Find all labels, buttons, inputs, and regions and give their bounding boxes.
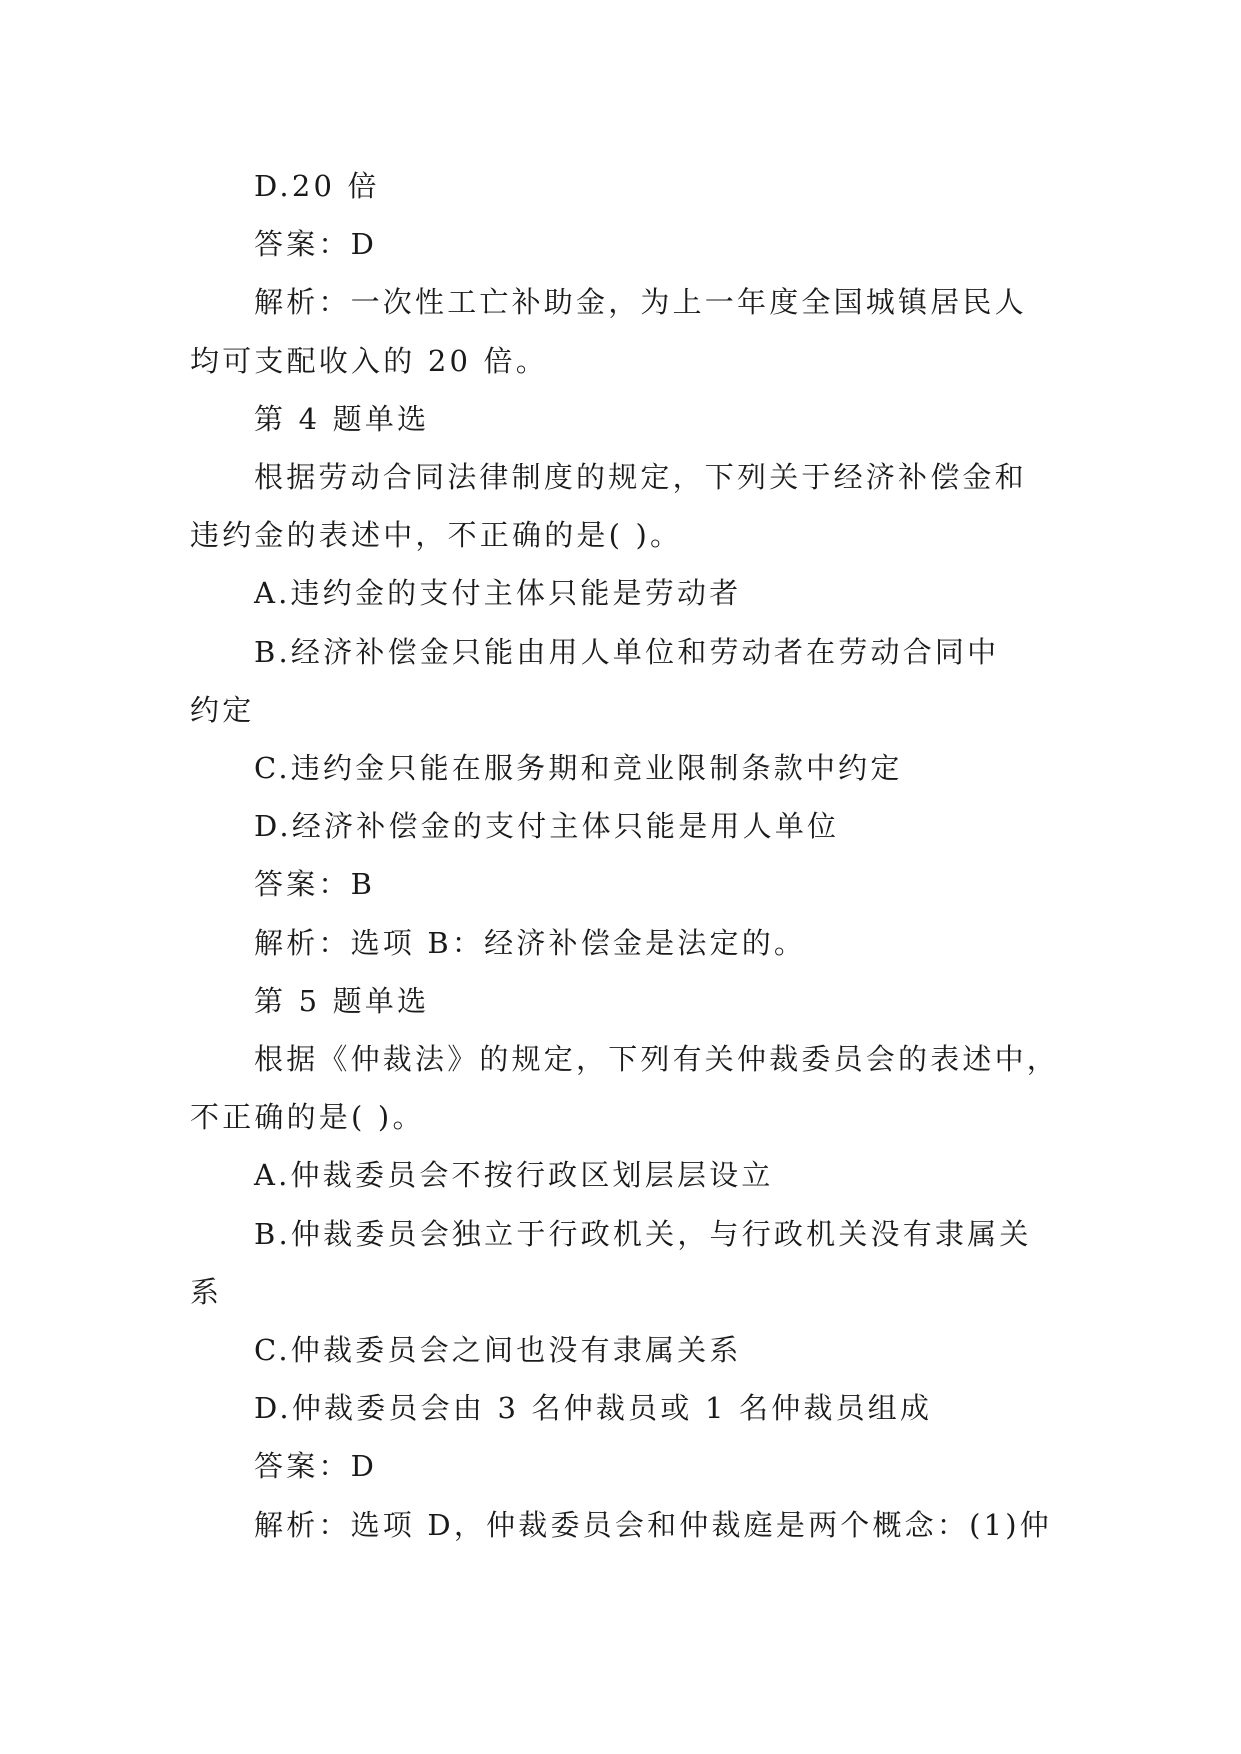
document-body	[190, 157, 1060, 1554]
question-5-option-b-continuation: 系	[190, 1274, 223, 1309]
answer-line: 答案：D	[254, 227, 378, 262]
option-d-line: D.20 倍	[254, 169, 380, 203]
question-4-stem-continuation: 违约金的表述中，不正确的是( )。	[190, 518, 683, 553]
explanation-continuation: 均可支配收入的 20 倍。	[190, 343, 548, 378]
question-4-option-b: B.经济补偿金只能由用人单位和劳动者在劳动合同中	[254, 634, 1000, 669]
question-5-option-b: B.仲裁委员会独立于行政机关，与行政机关没有隶属关	[254, 1216, 1032, 1251]
question-4-answer: 答案：B	[254, 867, 376, 902]
explanation-line: 解析：一次性工亡补助金，为上一年度全国城镇居民人	[254, 285, 1027, 320]
question-4-option-d: D.经济补偿金的支付主体只能是用人单位	[254, 809, 840, 844]
question-4-stem: 根据劳动合同法律制度的规定，下列关于经济补偿金和	[254, 460, 1027, 495]
question-5-option-d: D.仲裁委员会由 3 名仲裁员或 1 名仲裁员组成	[254, 1391, 933, 1426]
question-5-explanation: 解析：选项 D，仲裁委员会和仲裁庭是两个概念：(1)仲	[254, 1507, 1052, 1542]
question-5-option-a: A.仲裁委员会不按行政区划层层设立	[254, 1158, 774, 1193]
question-4-heading: 第 4 题单选	[254, 401, 430, 436]
question-4-option-b-continuation: 约定	[190, 692, 255, 727]
question-5-answer: 答案：D	[254, 1449, 378, 1484]
question-4-option-c: C.违约金只能在服务期和竞业限制条款中约定	[254, 751, 903, 786]
question-5-stem-continuation: 不正确的是( )。	[190, 1100, 425, 1135]
question-4-explanation: 解析：选项 B：经济补偿金是法定的。	[254, 925, 807, 960]
question-5-heading: 第 5 题单选	[254, 983, 430, 1018]
question-4-option-a: A.违约金的支付主体只能是劳动者	[254, 576, 742, 611]
question-5-stem: 根据《仲裁法》的规定，下列有关仲裁委员会的表述中，	[254, 1042, 1060, 1077]
question-5-option-c: C.仲裁委员会之间也没有隶属关系	[254, 1333, 742, 1368]
